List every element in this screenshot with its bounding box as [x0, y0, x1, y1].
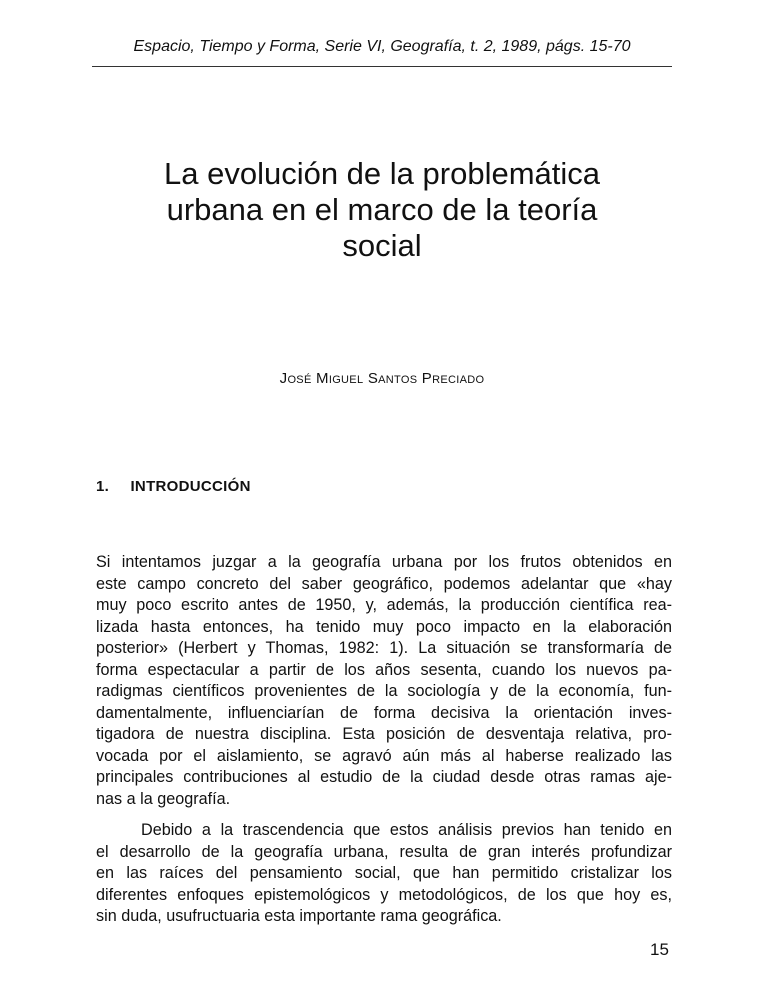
running-header: Espacio, Tiempo y Forma, Serie VI, Geografía, t. 2, 1989, págs. 15-70 [133, 38, 631, 55]
text-line: tigadora de nuestra disciplina. Esta posición de desventaja relativa, pro- [96, 725, 672, 743]
text-line: Debido a la trascendencia que estos análisis previos han tenido en [141, 821, 672, 839]
author-name: José Miguel Santos Preciado [279, 370, 485, 387]
text-line: sin duda, usufructuaria esta importante rama geográfica. [96, 907, 502, 925]
section-heading [96, 478, 251, 495]
paragraph-2 [96, 820, 672, 928]
article-title [92, 156, 672, 264]
title-line: urbana en el marco de la teoría [166, 192, 598, 227]
text-line: vocada por el aislamiento, se agravó aún más al haberse realizado las [96, 746, 672, 765]
paragraph-1 [96, 552, 672, 810]
header-rule [92, 66, 672, 67]
text-line: lizada hasta entonces, ha tenido muy poco impacto en la elaboración [96, 617, 672, 636]
text-line: principales contribuciones al estudio de la ciudad desde otras ramas aje- [96, 768, 672, 786]
text-line: Si intentamos juzgar a la geografía urbana por los frutos obtenidos en [96, 553, 672, 571]
text-line: forma espectacular a partir de los años sesenta, cuando los nuevos pa- [96, 660, 672, 679]
text-line: muy poco escrito antes de 1950, y, además, la producción científica rea- [96, 596, 672, 614]
section-number: 1. [96, 478, 110, 495]
page-number: 15 [650, 940, 669, 959]
text-line: diferentes enfoques epistemológicos y metodológicos, de los que hoy es, [96, 885, 672, 904]
text-line: este campo concreto del saber geográfico, podemos adelantar que «hay [96, 574, 672, 593]
text-line: damentalmente, influenciarían de forma decisiva la orientación inves- [96, 703, 672, 722]
text-line: el desarrollo de la geografía urbana, resulta de gran interés profundizar [96, 842, 672, 861]
text-line: nas a la geografía. [96, 789, 231, 808]
title-line: social [342, 228, 422, 263]
text-line: radigmas científicos provenientes de la sociología y de la economía, fun- [96, 682, 672, 700]
section-title: INTRODUCCIÓN [130, 478, 251, 495]
title-line: La evolución de la problemática [164, 156, 600, 191]
text-line: posterior» (Herbert y Thomas, 1982: 1). La situación se transformaría de [96, 639, 672, 657]
text-line: en las raíces del pensamiento social, que han permitido cristalizar los [96, 864, 672, 882]
